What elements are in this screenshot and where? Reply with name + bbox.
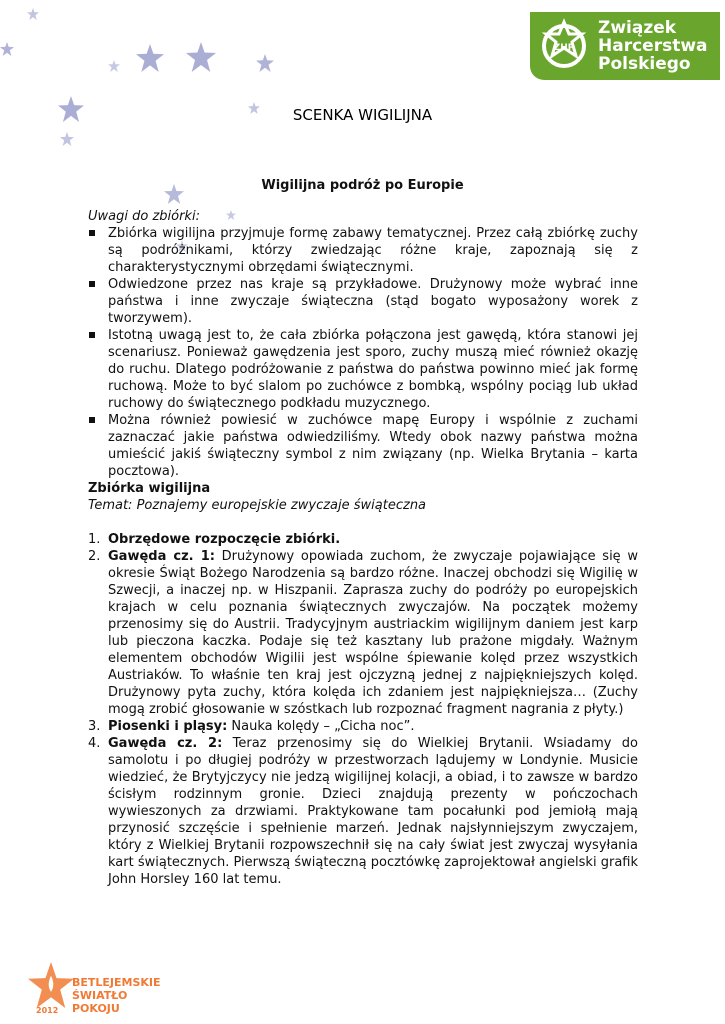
notes-heading: Uwagi do zbiórki: <box>88 209 200 224</box>
step-item <box>88 548 638 718</box>
star-icon <box>60 132 74 146</box>
list-item: Istotną uwagą jest to, że cała zbiórka połączona jest gawędą, która stanowi jej scenariusz. Ponieważ gawędzenia jest sporo, zuchy muszą mieć również okazję do ruchu. Dlatego podróżowanie z państwa do państwa powinno mieć jak formę ruchową. Może to być slalom po zuchówce z bombką, wspólny pociąg lub układ ruchowy do świątecznego podkładu muzycznego. <box>88 327 638 412</box>
peace-light-logo <box>28 962 176 1020</box>
list-item: Można również powiesić w zuchówce mapę Europy i wspólnie z zuchami zaznaczać jakie państwa odwiedziliśmy. Wtedy obok nazwy państwa można umieścić jakiś świąteczny symbol z nim związany (np. Wielka Brytania – karta pocztowa). <box>88 412 638 480</box>
zhp-lily-icon <box>534 16 594 76</box>
step-label: Piosenki i pląsy: <box>108 719 228 734</box>
step-number: 3. <box>88 719 101 734</box>
peace-light-text <box>72 976 176 1015</box>
peace-light-line: BETLEJEMSKIE <box>72 976 161 989</box>
step-label: Obrzędowe rozpoczęcie zbiórki. <box>108 532 341 547</box>
step-number: 4. <box>88 736 101 751</box>
step-text: Teraz przenosimy się do Wielkiej Brytanii. Wsiadamy do samolotu i po długiej podróży w przestworzach lądujemy w Londynie. Musicie wiedzieć, że Brytyjczycy nie jedzą wigilijnej kolacji, a obiad, i to zawsze w bardzo ścisłym rodzinnym gronie. Dzieci znajdują prezenty w pończochach wywieszonych za drzwiami. Praktykowane tam pocałunki pod jemiołą mają przynosić szczęście i spełnienie marzeń. Jednak najsłynniejszym zwyczajem, który z Wielkiej Brytanii rozpowszechnił się na cały świat jest zwyczaj wysyłania kart świątecznych. Pierwszą świąteczną pocztówkę zaprojektował angielski grafik John Horsley 160 lat temu. <box>108 736 638 887</box>
section-theme: Temat: Poznajemy europejskie zwyczaje świąteczna <box>88 498 427 513</box>
star-icon <box>27 8 39 20</box>
star-flame-icon <box>28 962 74 1008</box>
zhp-logo-line: Polskiego <box>598 54 691 74</box>
zhp-logo-line: Związek <box>598 18 677 38</box>
zhp-logo-text <box>598 19 708 73</box>
zhp-logo-line: Harcerstwa <box>598 36 708 56</box>
svg-text:ZHP: ZHP <box>553 43 575 53</box>
step-text: Drużynowy opowiada zuchom, że zwyczaje pojawiające się w okresie Świąt Bożego Narodzenia są bardzo różne. Inaczej obchodzi się Wigilię w Szwecji, a inaczej np. w Hiszpanii. Zaprasza zuchy do podróży po europejskich krajach w celu poznania świątecznych zwyczajów. Na początek możemy przenosimy się do Austrii. Tradycyjnym austriackim wigilijnym daniem jest karp lub pieczona kaczka. Podaje się też kasztany lub prażone migdały. Ważnym elementem obchodów Wigilii jest wspólne śpiewanie kolęd przez wszystkich Austriaków. To właśnie ten kraj jest ojczyzną jednej z najpiękniejszych kolęd. Drużynowy pyta zuchy, która kolęda ich zdaniem jest najpiękniejsza… (Zuchy mogą zrobić głosowanie w szóstkach lub rozpoznać fragment nagrania z płyty.) <box>108 549 638 717</box>
star-icon <box>0 42 14 56</box>
list-item: Odwiedzone przez nas kraje są przykładowe. Drużynowy może wybrać inne państwa i inne zwyczaje świąteczna (stąd bogato wyposażony worek z tworzywem). <box>88 276 638 327</box>
star-icon <box>136 44 164 72</box>
peace-light-year: 2012 <box>36 1006 59 1015</box>
peace-light-line: ŚWIATŁO <box>72 989 128 1002</box>
step-label: Gawęda cz. 1: <box>108 549 215 564</box>
document-subtitle: Wigilijna podróż po Europie <box>261 178 464 193</box>
step-number: 2. <box>88 549 101 564</box>
notes-list <box>88 225 638 480</box>
step-item <box>88 718 638 735</box>
peace-light-line: POKOJU <box>72 1002 120 1015</box>
steps-list <box>88 531 638 888</box>
step-text: Nauka kolędy – „Cicha noc”. <box>227 719 415 734</box>
zhp-logo <box>530 12 720 80</box>
document-title: SCENKA WIGILIJNA <box>292 106 433 124</box>
document-body <box>88 208 638 888</box>
section-title: Zbiórka wigilijna <box>88 481 211 496</box>
star-icon <box>186 42 216 72</box>
step-item <box>88 735 638 888</box>
step-number: 1. <box>88 532 101 547</box>
step-label: Gawęda cz. 2: <box>108 736 223 751</box>
star-icon <box>108 60 120 72</box>
list-item: Zbiórka wigilijna przyjmuje formę zabawy tematycznej. Przez całą zbiórkę zuchy są podróżnikami, którzy zwiedzając różne kraje, zapoznają się z charakterystycznymi obrzędami świątecznymi. <box>88 225 638 276</box>
step-item <box>88 531 638 548</box>
star-icon <box>256 54 274 72</box>
